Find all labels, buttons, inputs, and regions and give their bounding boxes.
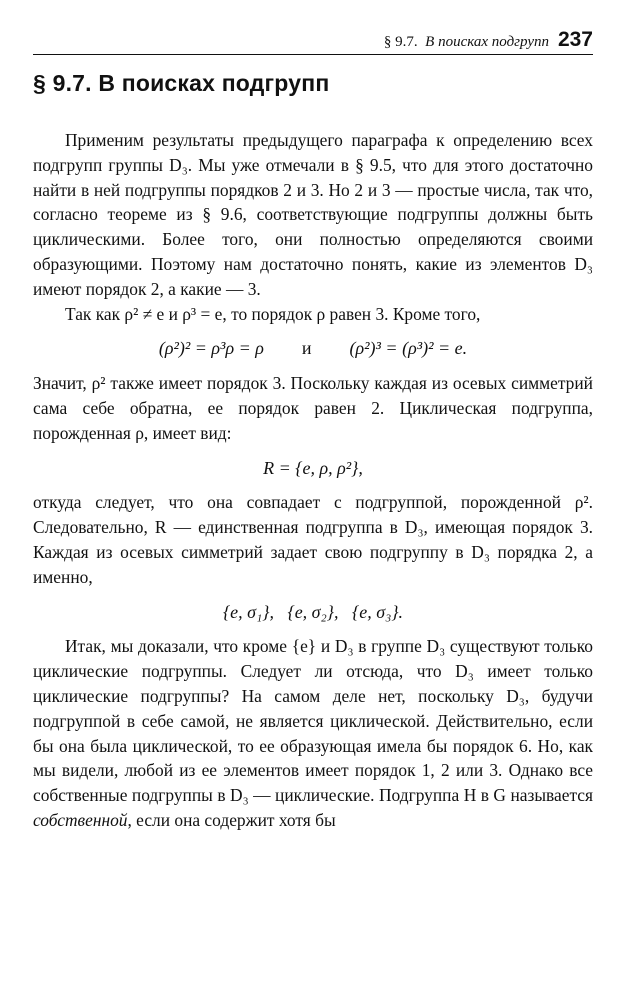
- running-section-number: § 9.7.: [383, 34, 418, 50]
- paragraph-2: Так как ρ² ≠ e и ρ³ = e, то порядок ρ равен 3. Кроме того,: [65, 303, 481, 324]
- equation-3: {e, σ₁}, {e, σ₂}, {e, σ₃}.: [222, 601, 404, 622]
- equation-1-right: (ρ²)³ = (ρ³)² = e.: [349, 338, 468, 359]
- paragraph-1: Применим результаты предыдущего параграфа к определению всех подгрупп группы D₃. Мы уже отмечали в § 9.5, что для этого достаточно найти в ней подгруппы порядков 2 и 3. Но 2 и 3 — простые числа, так что, согласно теореме из § 9.6, соответствующие подгруппы должны быть циклическими. Более того, они полностью определяются своими образующими. Поэтому нам достаточно понять, какие из элементов D₃ имеют порядок 2, а какие — 3.: [33, 130, 593, 299]
- equation-1: [33, 336, 593, 361]
- running-header: [33, 28, 593, 55]
- page-number: 237: [557, 28, 593, 51]
- equation-2: R = {e, ρ, ρ²},: [263, 457, 363, 478]
- paragraph-3: Значит, ρ² также имеет порядок 3. Поскольку каждая из осевых симметрий сама себе обратна, ее порядок равен 2. Циклическая подгруппа, порожденная ρ, имеет вид:: [33, 373, 593, 443]
- paragraph-5-text-a: Итак, мы доказали, что кроме {e} и D₃ в группе D₃ существуют только циклические подгруппы. Следует ли отсюда, что D₃ имеет только циклические подгруппы? На самом деле нет, поскольку D₃, будучи подгруппой в себе самой, не является циклической. Действительно, если бы она была циклической, то ее образующая имела бы порядок 6. Но, как мы видели, любой из ее элементов имеет порядок 1, 2 или 3. Однако все собственные подгруппы в D₃ — циклические. Подгруппа H в G называется: [33, 636, 593, 806]
- paragraph-5-text-b: , если она содержит хотя бы: [127, 809, 336, 830]
- running-title-text: В поисках подгрупп: [425, 34, 549, 50]
- running-title: [384, 34, 549, 51]
- paragraph-5: [33, 634, 593, 832]
- equation-1-left: (ρ²)² = ρ³ρ = ρ: [158, 338, 264, 359]
- paragraph-4: откуда следует, что она совпадает с подгруппой, порожденной ρ². Следовательно, R — единственная подгруппа в D₃, имеющая порядок 3. Каждая из осевых симметрий задает свою подгруппу в D₃ порядка 2, а именно,: [33, 492, 593, 587]
- section-heading: § 9.7. В поисках подгрупп: [33, 70, 330, 96]
- equation-1-conjunction: и: [301, 338, 312, 359]
- page-body: [33, 128, 593, 833]
- term-proper: собственной: [33, 809, 128, 830]
